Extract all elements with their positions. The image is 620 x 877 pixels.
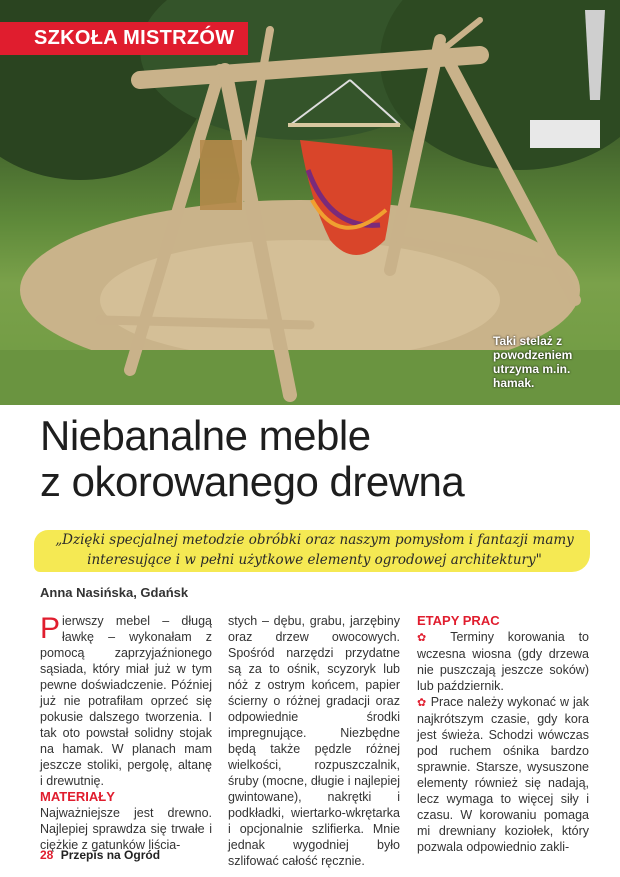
author-byline: Anna Nasińska, Gdańsk <box>40 585 189 600</box>
page-number: 28 <box>40 848 54 862</box>
subheading-stages: ETAPY PRAC <box>417 613 500 628</box>
article-column-1 <box>40 613 212 853</box>
page-footer <box>40 848 160 862</box>
flower-bullet-icon: ✿ <box>417 632 437 644</box>
intro-paragraph <box>40 613 212 789</box>
stage-text-1: Terminy korowania to wczesna wiosna (gdy drzewa nie puszczają jeszcze soków) lub październik. <box>417 630 590 693</box>
article-column-2 <box>228 613 400 869</box>
quote-text: „Dzięki specjalnej metodzie obróbki oraz naszym pomysłom i fantazji mamy interesujące i w pełni użytkowe elementy ogrodowej architektury" <box>55 532 574 568</box>
headline-line-1: Niebanalne meble <box>40 412 371 459</box>
magazine-name: Przepis na Ogród <box>60 848 161 862</box>
flower-bullet-icon: ✿ <box>417 697 427 709</box>
intro-text: ierwszy mebel – długą ławkę – wykonałam z pomocą zaprzyjaźnionego sąsiada, który miał już w tym pewne doświadczenie. Później już nie potrafiłam oprzeć się pokusie dalszego tworzenia. I tak oto powstał solidny stojak na hamak. W planach mam jeszcze stoliki, pergolę, altanę i drewutnię. <box>40 614 212 788</box>
article-column-3 <box>417 613 589 855</box>
drop-cap: P <box>40 612 61 645</box>
photo-caption: Taki stelaż z powodzeniem utrzyma m.in. hamak. <box>493 334 573 390</box>
article-headline <box>40 413 464 505</box>
subheading-materials: MATERIAŁY <box>40 789 115 804</box>
stage-item-1 <box>417 629 589 694</box>
materials-text: Najważniejsze jest drewno. Najlepiej sprawdza się trwałe i ciężkie z gatunków liścia- <box>40 806 212 852</box>
pull-quote <box>34 528 590 574</box>
stage-text-2: Prace należy wykonać w jak najkrótszym czasie, gdy kora jest świeża. Schodzi wówczas pod ruchem ośnika bardzo sprawnie. Starsze, wysuszone elementy również się nadają, lecz wymaga to więcej siły i czasu. W korowaniu pomaga mi drewniany koziołek, który pozwala odpowiednio zakli- <box>417 695 589 854</box>
stage-item-2 <box>417 694 589 855</box>
headline-line-2: z okorowanego drewna <box>40 458 465 505</box>
section-tag: SZKOŁA MISTRZÓW <box>0 22 248 55</box>
tools-text: stych – dębu, grabu, jarzębiny oraz drzew owocowych. Spośród narzędzi przydatne są za to ośnik, scyzoryk lub nóż z ostrym końcem, papier ścierny o różnej gradacji oraz odpowiednie środki impregnujące. Niezbędne będą także pędzle różnej wielkości, rozpuszczalnik, śruby (mocne, długie i najlepiej gwintowane), nakrętki i podkładki, wiertarko-wkrętarka i opcjonalnie szlifierka. Mnie jednak wygodniej było szlifować całość ręcznie. <box>228 614 400 868</box>
hero-photo <box>0 0 620 405</box>
